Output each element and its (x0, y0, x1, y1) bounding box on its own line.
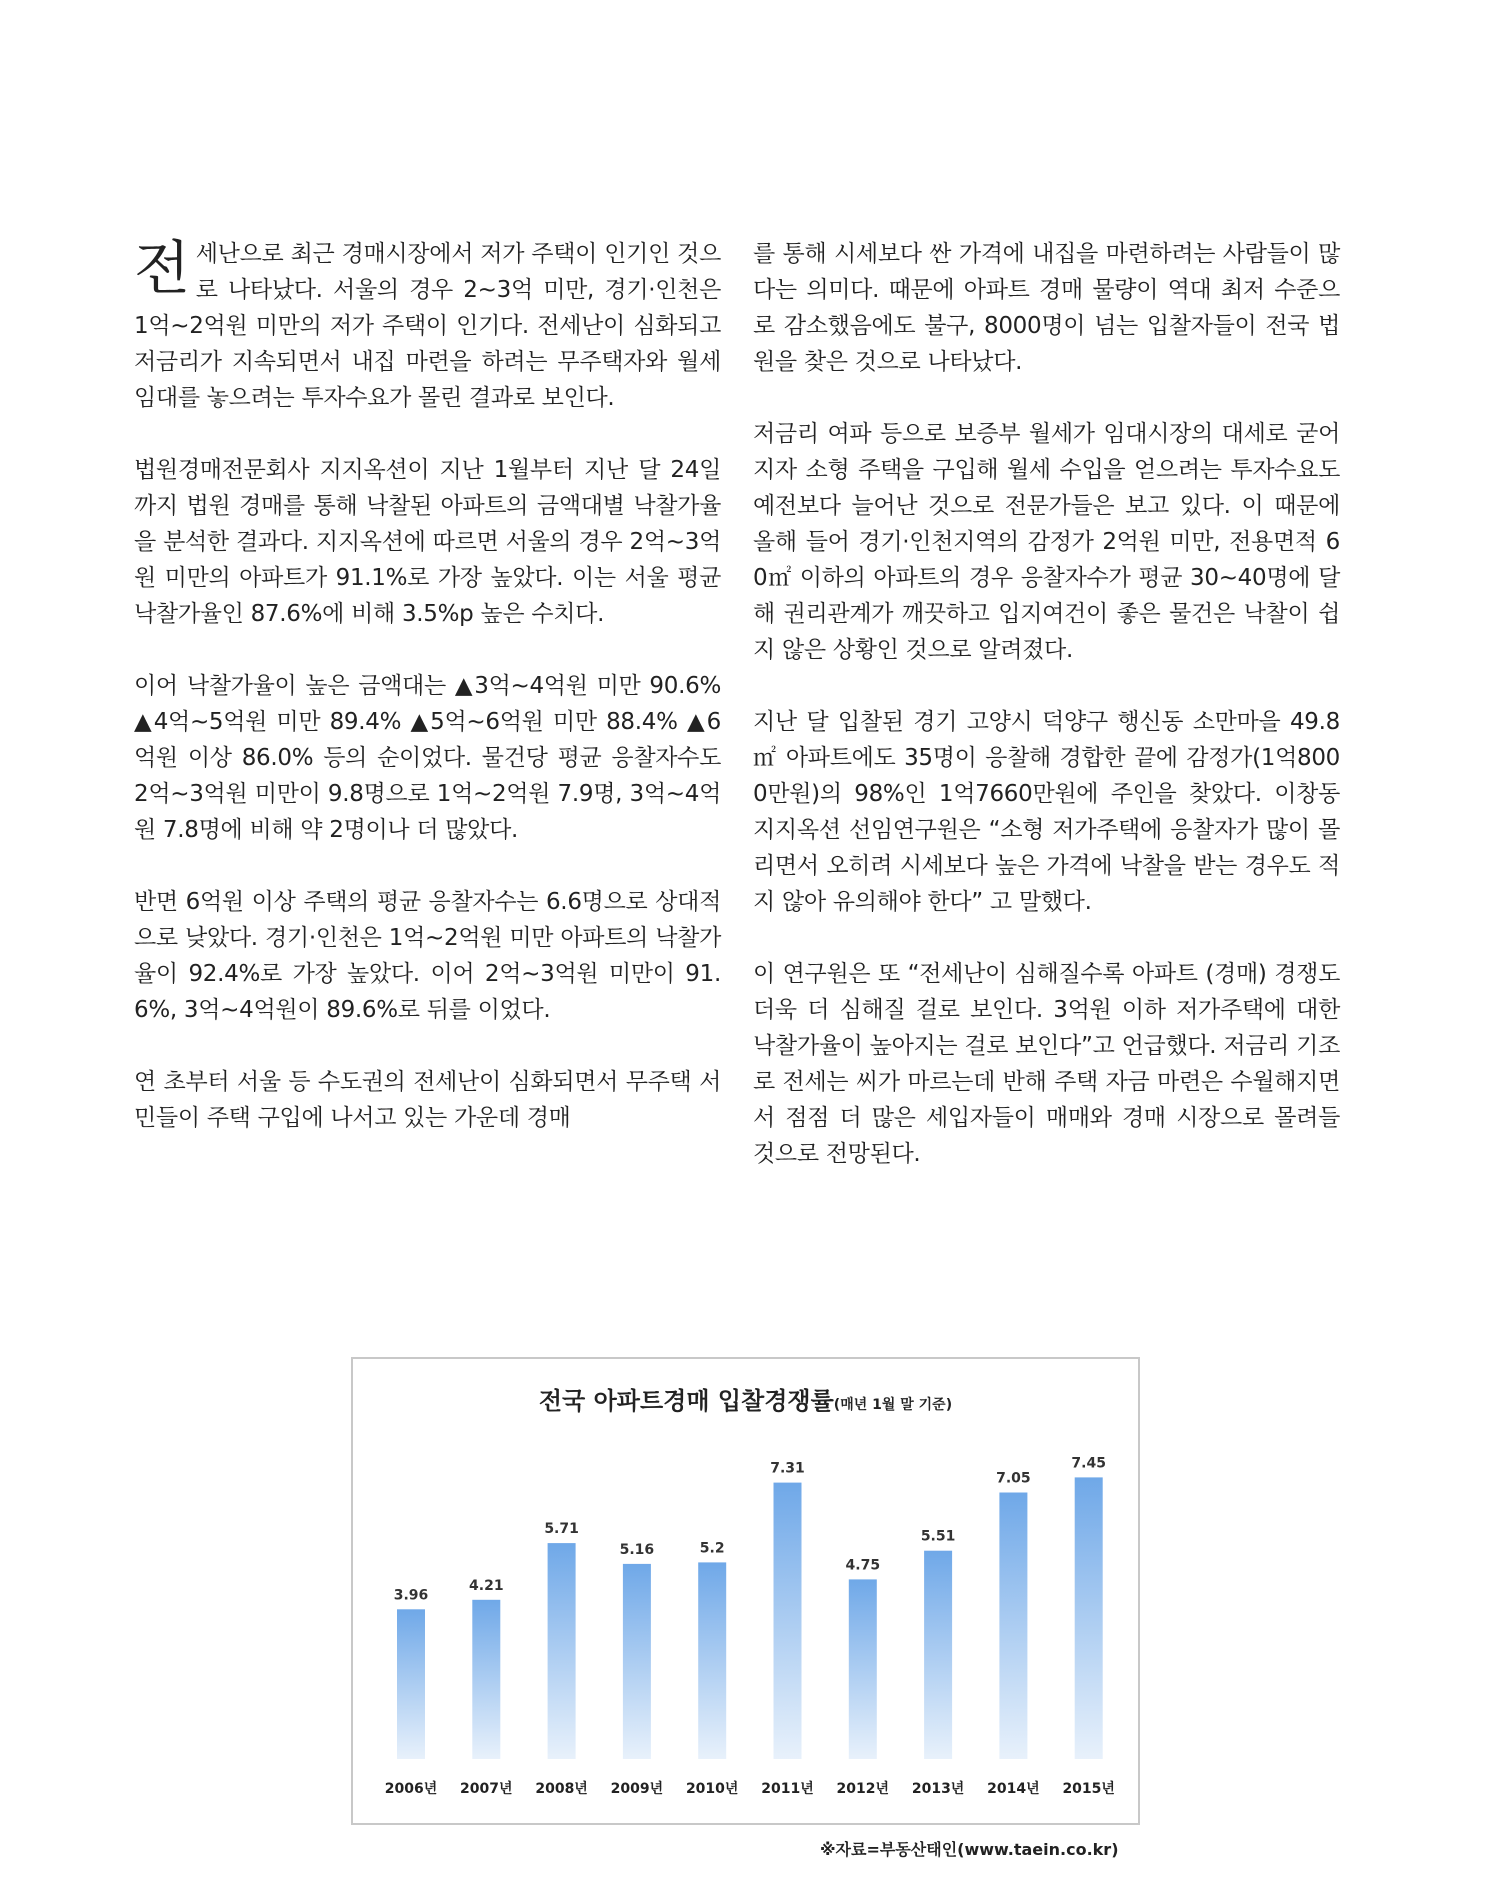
chart-title-main: 전국 아파트경매 입찰경쟁률 (538, 1387, 834, 1415)
data-label-2007년: 4.21 (469, 1577, 504, 1594)
article-paragraph: 를 통해 시세보다 싼 가격에 내집을 마련하려는 사람들이 많다는 의미다. 때문에 아파트 경매 물량이 역대 최저 수준으로 감소했음에도 불구, 8000명이 넘는 입찰자들이 전국 법원을 찾은 것으로 나타났다. (753, 241, 1340, 375)
x-tick-label: 2014년 (987, 1781, 1040, 1797)
bar-2012년 (849, 1579, 877, 1759)
bar-2011년 (774, 1483, 802, 1759)
data-label-2006년: 3.96 (393, 1587, 429, 1604)
auction-competition-chart (351, 1357, 1140, 1825)
data-label-2013년: 5.51 (920, 1528, 956, 1545)
x-tick-label: 2013년 (911, 1781, 965, 1797)
bar-2010년 (698, 1562, 726, 1759)
data-label-2010년: 5.2 (699, 1540, 725, 1557)
data-label-2012년: 4.75 (845, 1557, 881, 1574)
chart-plot (353, 1359, 1138, 1823)
x-tick-label: 2012년 (836, 1781, 890, 1797)
data-label-2009년: 5.16 (619, 1541, 655, 1558)
chart-source-note: ※자료=부동산태인(www.taein.co.kr) (820, 1840, 1119, 1859)
x-tick-label: 2015년 (1062, 1781, 1115, 1797)
bar-2008년 (548, 1543, 576, 1759)
data-label-2015년: 7.45 (1071, 1455, 1106, 1472)
bar-2015년 (1075, 1477, 1103, 1759)
article-paragraph: 이어 낙찰가율이 높은 금액대는 ▲3억~4억원 미만 90.6% ▲4억~5억원 미만 89.4% ▲5억~6억원 미만 88.4% ▲6억원 이상 86.0% 등의 순이었다. 물건당 평균 응찰자수도 2억~3억원 미만이 9.8명으로 1억~2억원 7.9명, 3억~4억원 7.8명에 비해 약 2명이나 더 많았다. (134, 673, 721, 843)
article-paragraph: 연 초부터 서울 등 수도권의 전세난이 심화되면서 무주택 서민들이 주택 구입에 나서고 있는 가운데 경매 (134, 1069, 721, 1131)
x-tick-label: 2007년 (460, 1781, 513, 1797)
bar-2013년 (924, 1551, 952, 1759)
data-label-2014년: 7.05 (996, 1470, 1031, 1487)
article-paragraph: 법원경매전문회사 지지옥션이 지난 1월부터 지난 달 24일까지 법원 경매를 통해 낙찰된 아파트의 금액대별 낙찰가율을 분석한 결과다. 지지옥션에 따르면 서울의 경우 2억~3억원 미만의 아파트가 91.1%로 가장 높았다. 이는 서울 평균 낙찰가율인 87.6%에 비해 3.5%p 높은 수치다. (134, 457, 721, 627)
article-paragraph: 반면 6억원 이상 주택의 평균 응찰자수는 6.6명으로 상대적으로 낮았다. 경기·인천은 1억~2억원 미만 아파트의 낙찰가율이 92.4%로 가장 높았다. 이어 2억~3억원 미만이 91.6%, 3억~4억원이 89.6%로 뒤를 이었다. (134, 889, 721, 1023)
article-paragraph: 지난 달 입찰된 경기 고양시 덕양구 행신동 소만마을 49.8㎡ 아파트에도 35명이 응찰해 경합한 끝에 감정가(1억8000만원)의 98%인 1억7660만원에 주인을 찾았다. 이창동 지지옥션 선임연구원은 “소형 저가주택에 응찰자가 많이 몰리면서 오히려 시세보다 높은 가격에 낙찰을 받는 경우도 적지 않아 유의해야 한다” 고 말했다. (753, 709, 1340, 915)
article-paragraph: 저금리 여파 등으로 보증부 월세가 임대시장의 대세로 굳어지자 소형 주택을 구입해 월세 수입을 얻으려는 투자수요도 예전보다 늘어난 것으로 전문가들은 보고 있다. 이 때문에 올해 들어 경기·인천지역의 감정가 2억원 미만, 전용면적 60㎡ 이하의 아파트의 경우 응찰자수가 평균 30~40명에 달해 권리관계가 깨끗하고 입지여건이 좋은 물건은 낙찰이 쉽지 않은 상황인 것으로 알려졌다. (753, 421, 1340, 663)
article-paragraph (134, 236, 721, 416)
bar-2007년 (472, 1600, 500, 1759)
data-label-2011년: 7.31 (770, 1460, 805, 1477)
article-paragraph-text: 세난으로 최근 경매시장에서 저가 주택이 인기인 것으로 나타났다. 서울의 경우 2~3억 미만, 경기·인천은 1억~2억원 미만의 저가 주택이 인기다. 전세난이 심화되고 저금리가 지속되면서 내집 마련을 하려는 무주택자와 월세 임대를 놓으려는 투자수요가 몰린 결과로 보인다. (134, 241, 721, 411)
x-tick-label: 2006년 (384, 1781, 438, 1797)
article-left-column (134, 236, 721, 1208)
x-tick-label: 2009년 (610, 1781, 664, 1797)
x-tick-label: 2008년 (535, 1781, 588, 1797)
x-tick-label: 2010년 (685, 1781, 739, 1797)
x-tick-label: 2011년 (761, 1781, 814, 1797)
article-paragraph: 이 연구원은 또 “전세난이 심해질수록 아파트 (경매) 경쟁도 더욱 더 심해질 걸로 보인다. 3억원 이하 저가주택에 대한 낙찰가율이 높아지는 걸로 보인다”고 언급했다. 저금리 기조로 전세는 씨가 마르는데 반해 주택 자금 마련은 수월해지면서 점점 더 많은 세입자들이 매매와 경매 시장으로 몰려들 것으로 전망된다. (753, 961, 1340, 1167)
chart-title-subtitle: (매년 1월 말 기준) (833, 1397, 953, 1413)
article-right-column (753, 236, 1340, 1208)
drop-cap: 전 (134, 234, 190, 302)
article-body (134, 236, 1340, 1208)
bar-2014년 (999, 1493, 1027, 1760)
bar-2009년 (623, 1564, 651, 1759)
data-label-2008년: 5.71 (544, 1521, 579, 1538)
bar-2006년 (397, 1609, 425, 1759)
